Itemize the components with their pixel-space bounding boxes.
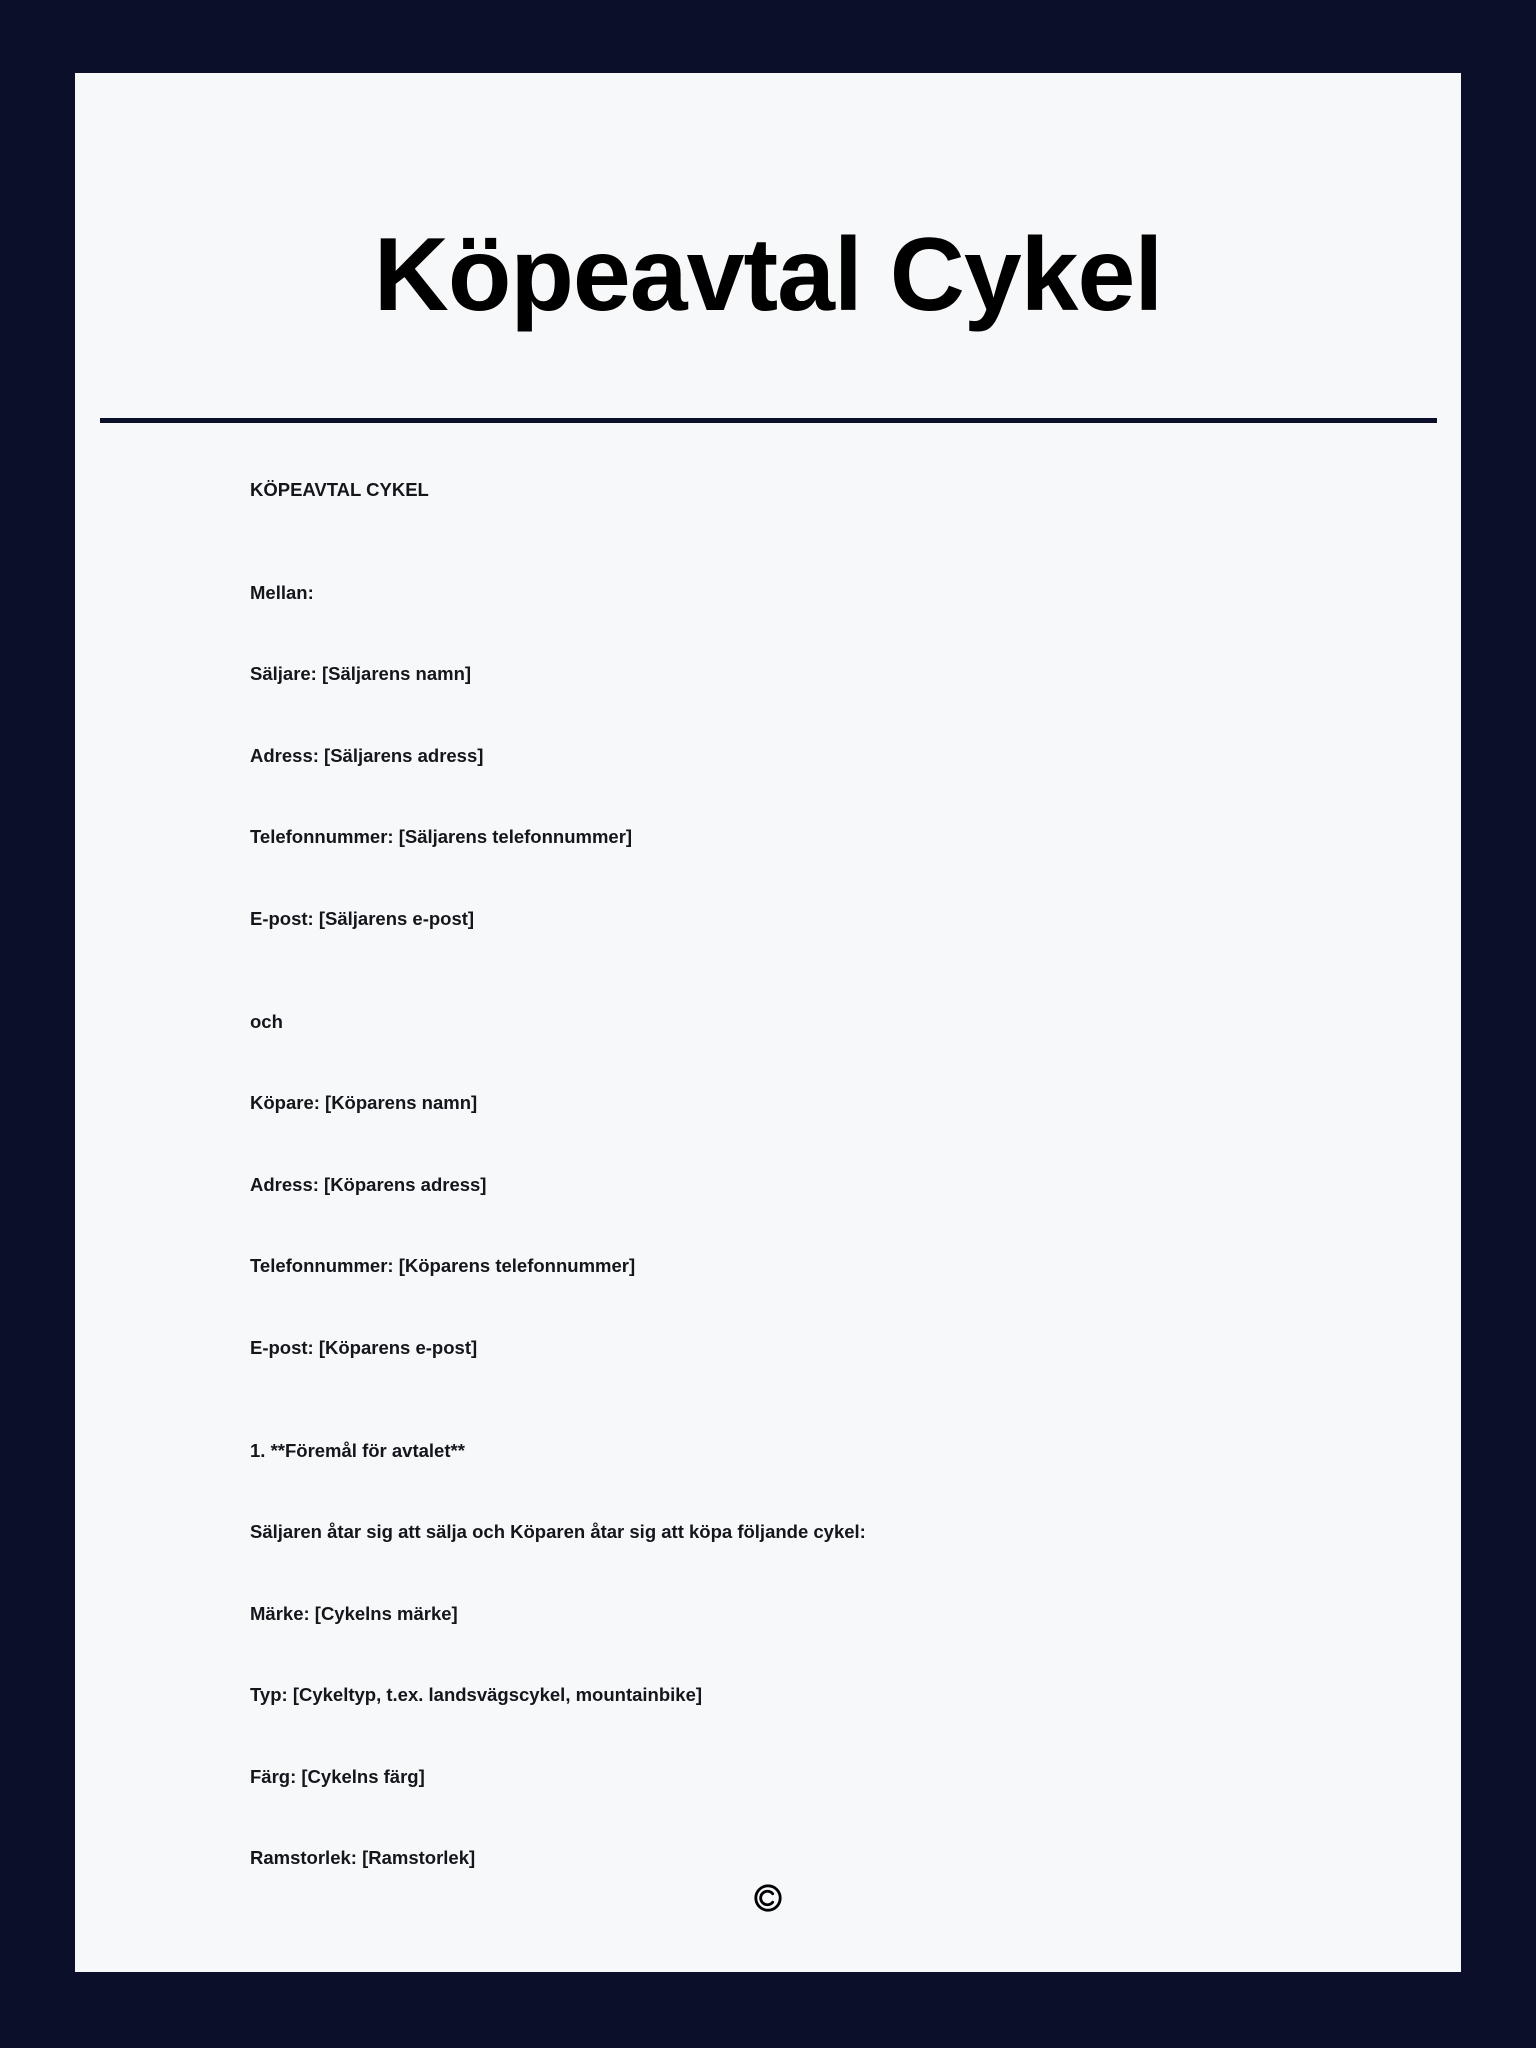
seller-phone: Telefonnummer: [Säljarens telefonnummer] (250, 826, 633, 848)
seller-address: Adress: [Säljarens adress] (250, 744, 484, 766)
seller-name: Säljare: [Säljarens namn] (250, 663, 472, 685)
copyright-icon (753, 1883, 783, 1913)
bike-brand: Märke: [Cykelns märke] (250, 1602, 458, 1624)
conjunction-och: och (250, 1010, 283, 1032)
bike-frame-size: Ramstorlek: [Ramstorlek] (250, 1847, 476, 1868)
contract-heading: KÖPEAVTAL CYKEL (250, 479, 429, 500)
parties-intro: Mellan: (250, 581, 314, 603)
section-1-heading: 1. **Föremål för avtalet** (250, 1439, 465, 1461)
bike-type: Typ: [Cykeltyp, t.ex. landsvägscykel, mountainbike] (250, 1684, 703, 1706)
page-footer (75, 1883, 1461, 1913)
buyer-address: Adress: [Köparens adress] (250, 1173, 487, 1195)
seller-email: E-post: [Säljarens e-post] (250, 907, 475, 929)
buyer-phone: Telefonnummer: [Köparens telefonnummer] (250, 1255, 636, 1277)
document-page (75, 73, 1461, 1972)
title-divider (100, 418, 1437, 423)
document-body (250, 478, 1430, 1927)
buyer-email: E-post: [Köparens e-post] (250, 1336, 478, 1358)
section-1-intro: Säljaren åtar sig att sälja och Köparen åtar sig att köpa följande cykel: (250, 1521, 866, 1543)
page-title: Köpeavtal Cykel (373, 217, 1163, 333)
bike-color: Färg: [Cykelns färg] (250, 1765, 425, 1787)
buyer-name: Köpare: [Köparens namn] (250, 1092, 478, 1114)
